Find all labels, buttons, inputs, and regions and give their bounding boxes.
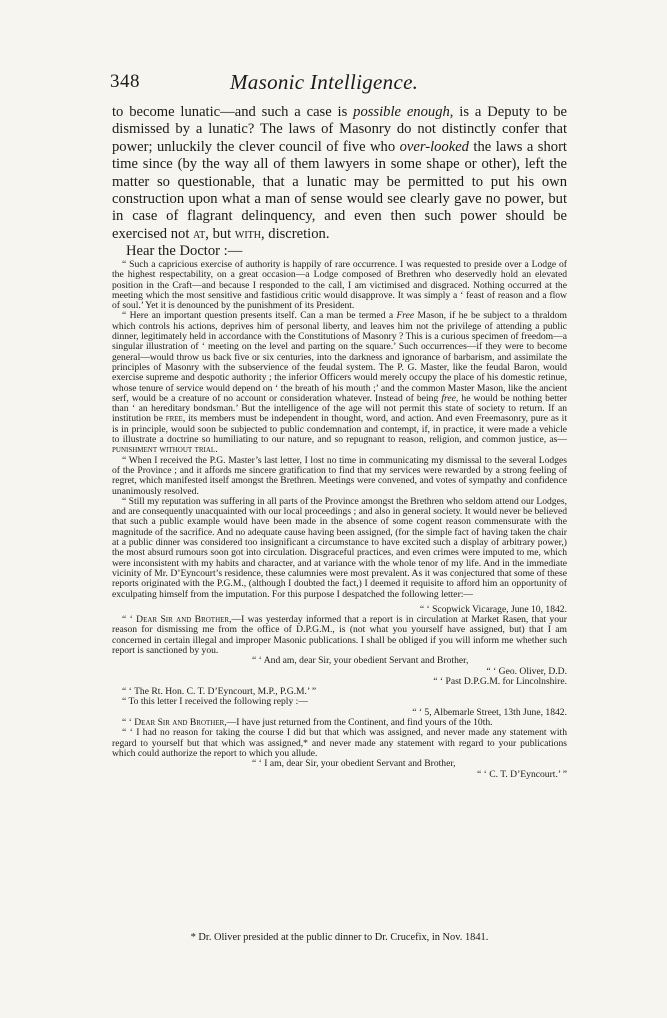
page-header — [110, 71, 570, 97]
letter-closing: “ ‘ I am, dear Sir, your obedient Servant and Brother, — [252, 758, 456, 770]
reply-intro: “ To this letter I received the following reply :— — [122, 696, 308, 708]
quote-paragraph: “ Such a capricious exercise of authority is happily of rare occurrence. I was requested to preside over a Lodge of the highest respectability, on a great occasion—a Lodge composed of Brethren who deservedly hold an elevated position in the Craft—and because I responded to the call, I am victimised and disgraced. Nothing occurred at the meeting which the most sensitive and fastidious critic would disapprove. It was simply a ‘ feast of reason and a flow of soul.’ Yet it is denounced by the punishment of its President. — [112, 259, 567, 312]
quoted-extract — [112, 260, 567, 780]
letter-address: “ ‘ Scopwick Vicarage, June 10, 1842. — [419, 603, 567, 615]
emphasis: over-looked — [399, 138, 469, 155]
emphasis: with — [234, 225, 261, 242]
intro-paragraph: to become lunatic—and such a case is possible enough, is a Deputy to be dismissed by a lunatic? The laws of Masonry do not distinctly confer that power; unluckily the clever council of five who over-looked the laws a short time since (by the way all of them lawyers in some shape or other), left the matter so questionable, that a lunatic may be permitted to put his own construction upon what a man of sense would see clearly gave no power, but in case of flagrant delinquency, and even then such power should be exercised not at, but with, discretion. — [112, 104, 567, 242]
emphasis: possible enough — [353, 104, 450, 120]
main-text — [112, 104, 567, 261]
quote-paragraph: “ Still my reputation was suffering in all parts of the Province amongst the Brethren who seldom attend our Lodges, and are consequently unacquainted with our local proceedings ; and also in general society. It would never be believed that such a public example would have been made in the absence of some cogent reason commensurate with the magnitude of the sacrifice. And no adequate cause having been assigned, (for the simple fact of having taken the chair at a public dinner was considered too insignificant a circumstance to have excited such a display of arbitrary power,) the most absurd rumours soon got into circulation. Disgraceful practices, and even crimes were imputed to me, which were inconsistent with my habits and character, and at variance with the whole tenor of my life. And in the immediate vicinity of Mr. D’Eyncourt’s residence, these calumnies were most prevalent. As it was conjectured that some of these reports originated with the P.G.M., (although I doubted the fact,) I deemed it requisite to afford him an opportunity of exculpating himself from the imputation. For this purpose I despatched the following letter:— — [112, 495, 567, 600]
letter-signature: “ ‘ Past D.P.G.M. for Lincolnshire. — [433, 675, 567, 687]
letter-body: “ ‘ Dear Sir and Brother,—I have just returned from the Continent, and find yours of the 10th. — [122, 717, 493, 729]
letter-closing: “ ‘ And am, dear Sir, your obedient Servant and Brother, — [252, 655, 469, 667]
letter-signature: “ ‘ Geo. Oliver, D.D. — [486, 665, 567, 677]
letter-signature: “ ‘ C. T. D’Eyncourt.’ ” — [476, 768, 567, 780]
letter-body: “ ‘ Dear Sir and Brother,—I was yesterday informed that a report is in circulation at Market Rasen, that your reason for dismissing me from the office of D.P.G.M., is (not what you yourself have assigned, but) that I am concerned in certain illegal and improper Masonic publications. I shall be obliged if you will inform me whether such report is sanctioned by you. — [112, 614, 567, 656]
letter-body: “ ‘ I had no reason for taking the course I did but that which was assigned, and never made any statement with regard to yourself but that which was assigned,* and never made any statement with regard to your publications which could authorize the report to which you allude. — [112, 727, 567, 759]
running-head: Masonic Intelligence. — [230, 70, 419, 94]
letter-recipient: “ ‘ The Rt. Hon. C. T. D’Eyncourt, M.P., P.G.M.’ ” — [122, 686, 317, 698]
emphasis: at — [193, 225, 206, 242]
quote-paragraph: “ Here an important question presents itself. Can a man be termed a Free Mason, if he be subject to a thraldom which controls his actions, deprives him of personal liberty, and leaves him not the privilege of attending a public dinner, legitimately held in accordance with the Constitutions of Masonry ? This is a curious specimen of freedom—a singular illustration of ‘ meeting on the level and parting on the square.’ Such occurrences—if they were to become general—would throw us back five or six centuries, into the darkness and ignorance of barbarism, and assimilate the principles of Masonry with the subservience of the feudal system. The P. G. Master, like the feudal Baron, would exercise supreme and despotic authority ; the inferior Officers would merely occupy the place of his domestic retinue, whose tenure of service would depend on ‘ the breath of his mouth ;’ and the common Master Mason, like the ancient serf, would be a creature of no account or consideration whatever. Instead of being free, he would be nothing better than ‘ an hereditary bondsman.’ But the intelligence of the age will not permit this state of society to return. If an institution be free, its members must be independent in thought, word, and action. And even Freemasonry, pure as it is in principle, would soon be subjected to public condemnation and contempt, if, in practice, it were made a vehicle to illustrate a doctrine so humiliating to our nature, and so repugnant to reason, religion, and common justice, as—punishment without trial. — [112, 310, 568, 456]
quote-paragraph: “ When I received the P.G. Master’s last letter, I lost no time in communicating my dismissal to the several Lodges of the Province ; and it affords me sincere gratification to find that my services were rewarded by a strong feeling of regret, which manifested itself amongst the Brethren. Meetings were convened, and votes of sympathy and confidence unanimously resolved. — [112, 454, 567, 497]
hear-the-doctor: Hear the Doctor :— — [126, 243, 243, 260]
page-number: 348 — [110, 71, 140, 92]
letter-address: “ ‘ 5, Albemarle Street, 13th June, 1842. — [412, 706, 567, 718]
footnote: * Dr. Oliver presided at the public dinner to Dr. Crucefix, in Nov. 1841. — [190, 932, 489, 943]
